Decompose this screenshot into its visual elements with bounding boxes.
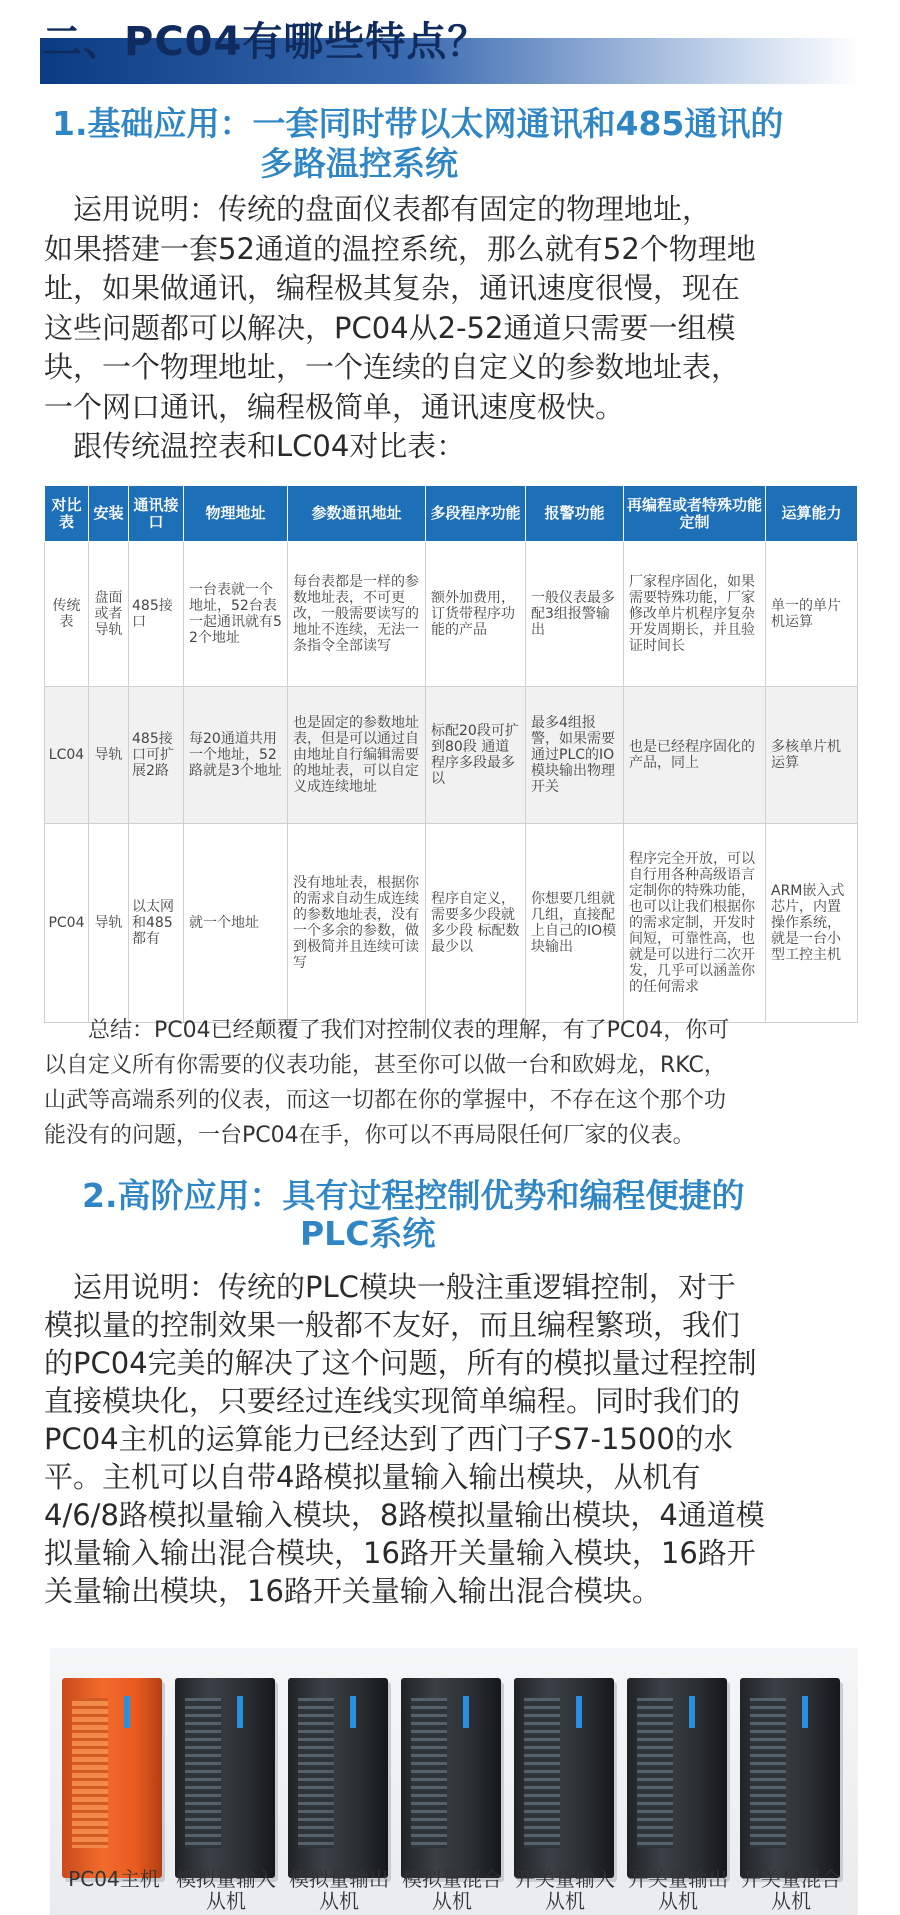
product-label bbox=[392, 1868, 512, 1912]
column-header: 运算能力 bbox=[766, 486, 858, 542]
product-image-switch-output bbox=[627, 1678, 735, 1888]
table-cell: 也是固定的参数地址表，但是可以通过自由地址自行编辑需要的地址表，可以自定义成连续地址 bbox=[288, 687, 426, 824]
page-header bbox=[0, 0, 900, 90]
column-header: 物理地址 bbox=[184, 486, 288, 542]
product-label-line: 从机 bbox=[545, 1889, 585, 1913]
product-label-line: 从机 bbox=[658, 1889, 698, 1913]
table-cell: 盘面或者导轨 bbox=[89, 542, 129, 687]
table-cell: 程序完全开放，可以自行用各种高级语言定制你的特殊功能，也可以让我们根据你的需求定制，开发时间短，可靠性高，也就是可以进行二次开发，几乎可以涵盖你的任何需求 bbox=[624, 824, 766, 1023]
table-cell: 485接口 bbox=[129, 542, 184, 687]
text-line: 的PC04完美的解决了这个问题，所有的模拟量过程控制 bbox=[44, 1346, 757, 1380]
table-cell: 一般仪表最多配3组报警输出 bbox=[526, 542, 624, 687]
text-line: 运用说明：传统的PLC模块一般注重逻辑控制，对于 bbox=[44, 1270, 736, 1304]
section2-title-line1: 2.高阶应用：具有过程控制优势和编程便捷的 bbox=[82, 1176, 745, 1215]
table-cell: LC04 bbox=[45, 687, 89, 824]
table-cell: 单一的单片机运算 bbox=[766, 542, 858, 687]
table-cell: 导轨 bbox=[89, 824, 129, 1023]
table-cell: 额外加费用，订货带程序功能的产品 bbox=[426, 542, 526, 687]
product-label bbox=[505, 1868, 625, 1912]
product-label-line: 开关量混合 bbox=[741, 1867, 841, 1891]
product-image-pc04-host bbox=[62, 1678, 170, 1888]
product-image-switch-input bbox=[514, 1678, 622, 1888]
text-line: 如果搭建一套52通道的温控系统，那么就有52个物理地 bbox=[44, 231, 756, 266]
text-line: 这些问题都可以解决，PC04从2-52通道只需要一组模 bbox=[44, 310, 736, 345]
product-label-line: 模拟量输入 bbox=[176, 1867, 276, 1891]
text-line: 直接模块化，只要经过连线实现简单编程。同时我们的 bbox=[44, 1384, 741, 1418]
table-row bbox=[45, 542, 858, 687]
text-line: 拟量输入输出混合模块，16路开关量输入模块，16路开 bbox=[44, 1536, 756, 1570]
text-line: 能没有的问题，一台PC04在手，你可以不再局限任何厂家的仪表。 bbox=[44, 1123, 695, 1148]
summary-text bbox=[44, 1013, 864, 1153]
column-header: 安装 bbox=[89, 486, 129, 542]
table-header-row bbox=[45, 486, 858, 542]
text-line: 运用说明：传统的盘面仪表都有固定的物理地址， bbox=[44, 192, 712, 226]
product-label-line: 从机 bbox=[432, 1889, 472, 1913]
text-line: 平。主机可以自带4路模拟量输入输出模块，从机有 bbox=[44, 1460, 701, 1494]
product-label bbox=[279, 1868, 399, 1912]
table-cell: 没有地址表，根据你的需求自动生成连续的参数地址表，没有一个多余的参数，做到极简并且连续可读写 bbox=[288, 824, 426, 1023]
table-cell: 也是已经程序固化的产品，同上 bbox=[624, 687, 766, 824]
section1-title-line2: 多路温控系统 bbox=[260, 144, 458, 183]
page-title: 二、PC04有哪些特点？ bbox=[42, 19, 489, 65]
table-cell: 一台表就一个地址，52台表一起通讯就有52个地址 bbox=[184, 542, 288, 687]
product-label-line: 从机 bbox=[771, 1889, 811, 1913]
product-label-line: PC04主机 bbox=[68, 1867, 160, 1891]
section1-title-line1: 1.基础应用：一套同时带以太网通讯和485通讯的 bbox=[52, 104, 784, 143]
table-cell: 标配20段可扩到80段 通道程序多段最多以 bbox=[426, 687, 526, 824]
comparison-table bbox=[44, 485, 858, 1023]
product-image-analog-mixed bbox=[401, 1678, 509, 1888]
column-header: 参数通讯地址 bbox=[288, 486, 426, 542]
table-cell: 导轨 bbox=[89, 687, 129, 824]
table-cell: 最多4组报警，如果需要通过PLC的IO模块输出物理开关 bbox=[526, 687, 624, 824]
column-header: 报警功能 bbox=[526, 486, 624, 542]
text-line: 关量输出模块，16路开关量输入输出混合模块。 bbox=[44, 1574, 661, 1608]
product-label-line: 模拟量混合 bbox=[402, 1867, 502, 1891]
product-image-switch-mixed bbox=[740, 1678, 848, 1888]
product-image-analog-input bbox=[175, 1678, 283, 1888]
product-label bbox=[54, 1868, 174, 1890]
product-label-line: 从机 bbox=[319, 1889, 359, 1913]
text-line: 以自定义所有你需要的仪表功能，甚至你可以做一台和欧姆龙，RKC， bbox=[44, 1053, 726, 1078]
table-cell: 程序自定义，需要多少段就多少段 标配数最少以 bbox=[426, 824, 526, 1023]
table-row bbox=[45, 824, 858, 1023]
product-label-line: 开关量输出 bbox=[628, 1867, 728, 1891]
table-cell: ARM嵌入式芯片，内置操作系统，就是一台小型工控主机 bbox=[766, 824, 858, 1023]
text-line: 总结：PC04已经颠覆了我们对控制仪表的理解，有了PC04，你可 bbox=[44, 1018, 730, 1043]
text-line: 4/6/8路模拟量输入模块，8路模拟量输出模块，4通道模 bbox=[44, 1498, 765, 1532]
text-line: 一个网口通讯，编程极简单，通讯速度极快。 bbox=[44, 389, 625, 424]
section2-description bbox=[44, 1268, 864, 1610]
table-row bbox=[45, 687, 858, 824]
column-header: 再编程或者特殊功能定制 bbox=[624, 486, 766, 542]
table-cell: 多核单片机运算 bbox=[766, 687, 858, 824]
text-line: PC04主机的运算能力已经达到了西门子S7-1500的水 bbox=[44, 1422, 733, 1456]
table-cell: 传统表 bbox=[45, 542, 89, 687]
column-header: 通讯接口 bbox=[129, 486, 184, 542]
table-cell: 厂家程序固化，如果需要特殊功能，厂家修改单片机程序复杂开发周期长，并且验证时间长 bbox=[624, 542, 766, 687]
column-header: 对比表 bbox=[45, 486, 89, 542]
product-label-line: 模拟量输出 bbox=[289, 1867, 389, 1891]
text-line: 模拟量的控制效果一般都不友好，而且编程繁琐，我们 bbox=[44, 1308, 741, 1342]
text-line: 山武等高端系列的仪表，而这一切都在你的掌握中，不存在这个那个功 bbox=[44, 1088, 727, 1113]
table-cell: 每20通道共用一个地址，52路就是3个地址 bbox=[184, 687, 288, 824]
section1-description bbox=[44, 190, 864, 467]
table-cell: 每台表都是一样的参数地址表，不可更改，一般需要读写的地址不连续，无法一条指令全部读写 bbox=[288, 542, 426, 687]
section2-title-line2: PLC系统 bbox=[300, 1214, 436, 1253]
product-label bbox=[731, 1868, 851, 1912]
product-label bbox=[618, 1868, 738, 1912]
table-cell: 就一个地址 bbox=[184, 824, 288, 1023]
table-cell: PC04 bbox=[45, 824, 89, 1023]
table-cell: 485接口可扩展2路 bbox=[129, 687, 184, 824]
product-label-line: 从机 bbox=[206, 1889, 246, 1913]
text-line: 块，一个物理地址，一个连续的自定义的参数地址表， bbox=[44, 350, 741, 384]
column-header: 多段程序功能 bbox=[426, 486, 526, 542]
product-label bbox=[166, 1868, 286, 1912]
text-line: 址，如果做通讯，编程极其复杂，通讯速度很慢，现在 bbox=[44, 271, 741, 305]
table-cell: 以太网和485都有 bbox=[129, 824, 184, 1023]
product-label-line: 开关量输入 bbox=[515, 1867, 615, 1891]
compare-intro: 跟传统温控表和LC04对比表： bbox=[44, 429, 466, 463]
table-cell: 你想要几组就几组，直接配上自己的IO模块输出 bbox=[526, 824, 624, 1023]
product-image-analog-output bbox=[288, 1678, 396, 1888]
